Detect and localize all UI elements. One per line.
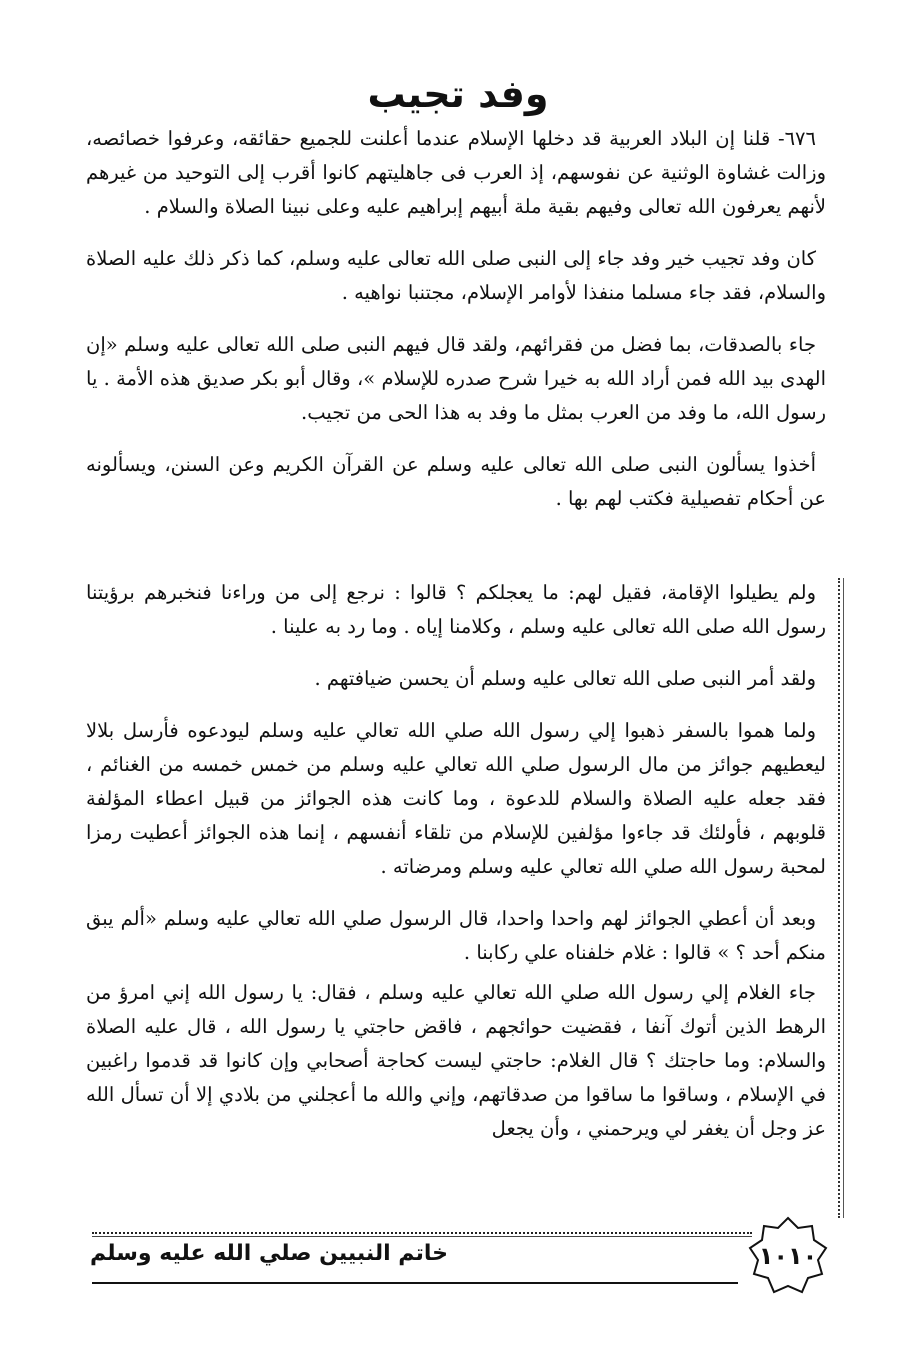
paragraph: كان وفد تجيب خير وفد جاء إلى النبى صلى الله تعالى عليه وسلم، كما ذكر ذلك عليه الصلاة والسلام، فقد جاء مسلما منفذا لأوامر الإسلام، مجتنبا نواهيه .: [86, 247, 826, 304]
paragraph: أخذوا يسألون النبى صلى الله تعالى عليه وسلم عن القرآن الكريم وعن السنن، ويسألونه عن أحكام تفصيلية فكتب لهم بها .: [86, 453, 826, 510]
margin-rule: [838, 578, 840, 1218]
paragraph: جاء الغلام إلي رسول الله صلي الله تعالي عليه وسلم ، فقال: يا رسول الله إني امرؤ من الرهط الذين أتوك آنفا ، فقضيت حوائجهم ، فاقض حاجتي يا رسول الله ، قال عليه الصلاة والسلام: وما حاجتك ؟ قال الغلام: حاجتي ليست كحاجة أصحابي وإن كانوا قد قدموا راغبين في الإسلام ، وساقوا ما ساقوا من صدقاتهم، وإني والله ما أعجلني من بلادي إلا أن تسأل الله عز وجل أن يغفر لي ويرحمني ، وأن يجعل: [86, 981, 826, 1140]
margin-rule-line: [843, 578, 844, 1218]
paragraph: ولما هموا بالسفر ذهبوا إلي رسول الله صلي الله تعالي عليه وسلم ليودعوه فأرسل بلالا ليعطيهم جوائز من مال الرسول صلي الله تعالي عليه وسلم من خمس خمسه من الغنائم ، فقد جعله عليه الصلاة والسلام للدعوة ، وما كانت هذه الجوائز من قبيل اعطاء المؤلفة قلوبهم ، فأولئك قد جاءوا مؤلفين للإسلام من تلقاء أنفسهم ، إنما هذه الجوائز أعطيت رمزا لمحبة رسول الله صلي الله تعالي عليه وسلم ومرضاته .: [86, 719, 826, 878]
paragraph: ٦٧٦- قلنا إن البلاد العربية قد دخلها الإسلام عندما أعلنت للجميع حقائقه، وعرفوا خصائصه، وزالت غشاوة الوثنية عن نفوسهم، إذ العرب فى جاهليتهم كانوا أقرب إلى التوحيد من غيرهم لأنهم يعرفون الله تعالى وفيهم بقية ملة أبيهم إبراهيم عليه وعلى نبينا الصلاة والسلام .: [86, 127, 826, 218]
section-two-text: [86, 576, 826, 1164]
paragraph: ولم يطيلوا الإقامة، فقيل لهم: ما يعجلكم ؟ قالوا : نرجع إلى من وراءنا فنخبرهم برؤيتنا رسول الله صلى الله تعالى عليه وسلم ، وكلامنا إياه . وما رد به علينا .: [86, 581, 826, 638]
footer-underline: [92, 1282, 738, 1284]
paragraph: وبعد أن أعطي الجوائز لهم واحدا واحدا، قال الرسول صلي الله تعالي عليه وسلم «ألم يبق منكم أحد ؟ » قالوا : غلام خلفناه علي ركابنا .: [86, 907, 826, 964]
footer-book-title: خاتم النبيين صلي الله عليه وسلم: [90, 1241, 448, 1266]
paragraph: ولقد أمر النبى صلى الله تعالى عليه وسلم أن يحسن ضيافتهم .: [314, 667, 816, 690]
paragraph: جاء بالصدقات، بما فضل من فقرائهم، ولقد قال فيهم النبى صلى الله تعالى عليه وسلم «إن الهدى بيد الله فمن أراد الله به خيرا شرح صدره للإسلام »، وقال أبو بكر صديق هذه الأمة . يا رسول الله، ما وفد من العرب بمثل ما وفد به هذا الحى من تجيب.: [86, 333, 826, 424]
section-one-text: [86, 122, 826, 534]
page-number: ١٠١٠: [758, 1242, 818, 1270]
chapter-title: وفد تجيب: [367, 72, 549, 116]
